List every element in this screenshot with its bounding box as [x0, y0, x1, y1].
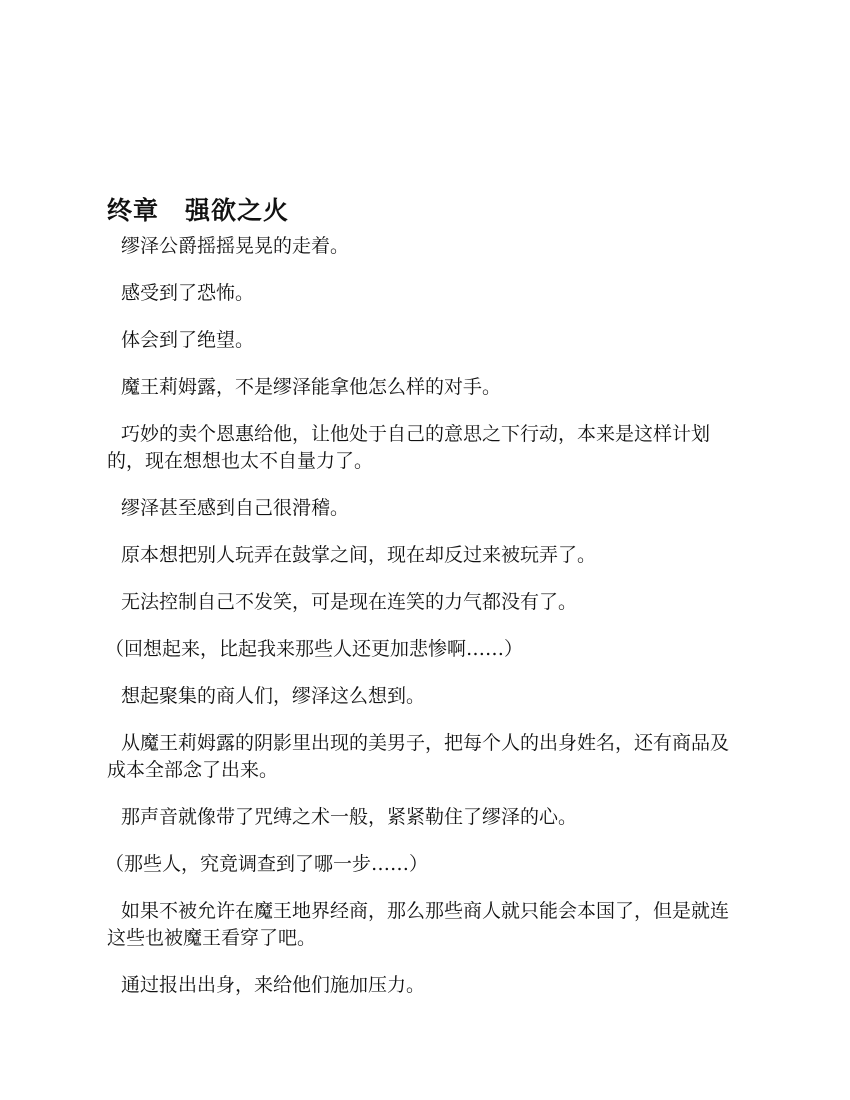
paragraph: 无法控制自己不发笑，可是现在连笑的力气都没有了。	[121, 591, 578, 613]
paragraph: 从魔王莉姆露的阴影里出现的美男子，把每个人的出身姓名，还有商品及成本全部念了出来。	[107, 732, 730, 781]
paragraph: 缪泽公爵摇摇晃晃的走着。	[121, 235, 350, 257]
paragraph: 那声音就像带了咒缚之术一般，紧紧勒住了缪泽的心。	[121, 806, 578, 828]
body-text	[107, 233, 747, 1019]
paragraph: 体会到了绝望。	[121, 329, 255, 351]
paragraph: 感受到了恐怖。	[121, 282, 255, 304]
inner-thought: （回想起来，比起我来那些人还更加悲惨啊……）	[105, 638, 524, 660]
paragraph: 巧妙的卖个恩惠给他，让他处于自己的意思之下行动，本来是这样计划的，现在想想也太不自量力了。	[107, 423, 711, 472]
inner-thought: （那些人，究竟调查到了哪一步……）	[105, 853, 429, 875]
paragraph: 原本想把别人玩弄在鼓掌之间，现在却反过来被玩弄了。	[121, 544, 597, 566]
paragraph: 想起聚集的商人们，缪泽这么想到。	[121, 685, 426, 707]
chapter-title: 终章 强欲之火	[107, 195, 290, 225]
paragraph: 魔王莉姆露，不是缪泽能拿他怎么样的对手。	[121, 376, 502, 398]
paragraph: 缪泽甚至感到自己很滑稽。	[121, 497, 350, 519]
paragraph: 通过报出出身，来给他们施加压力。	[121, 974, 426, 996]
paragraph: 如果不被允许在魔王地界经商，那么那些商人就只能会本国了，但是就连这些也被魔王看穿了吧。	[107, 900, 730, 949]
